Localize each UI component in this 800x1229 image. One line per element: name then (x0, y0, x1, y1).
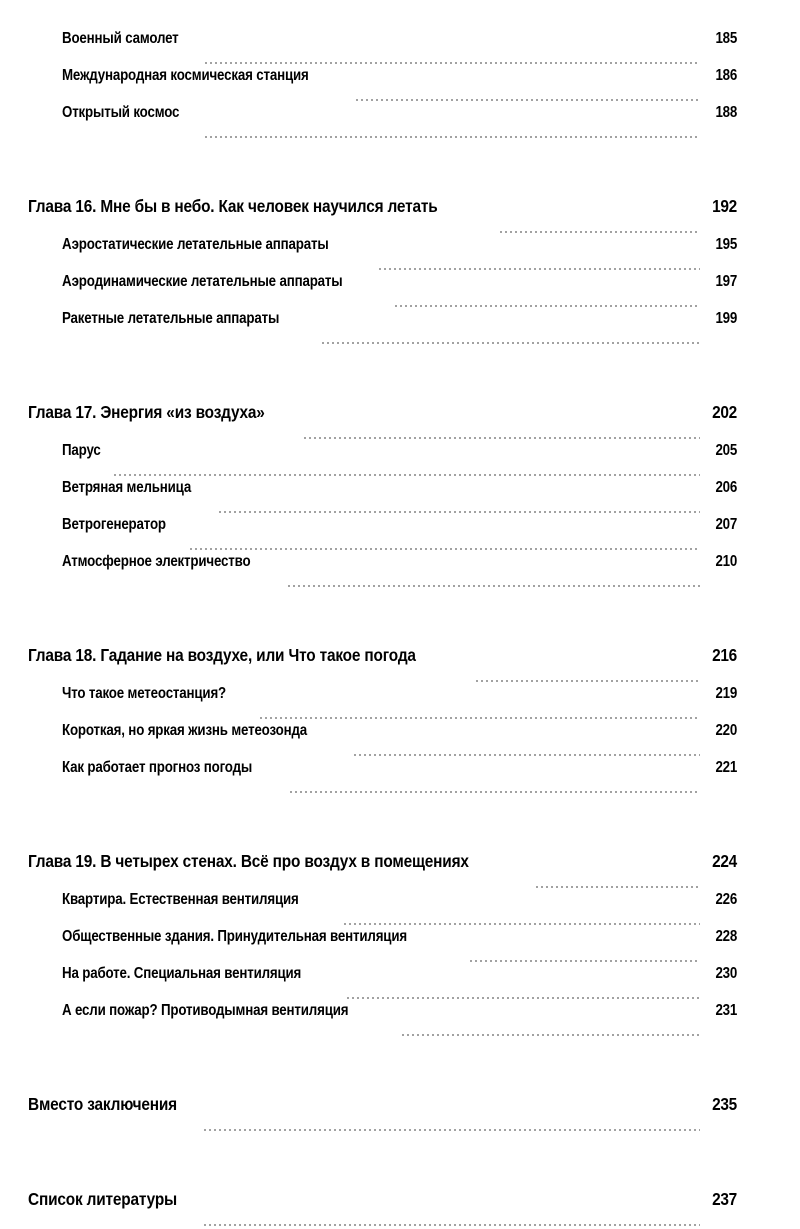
toc-entry-title: Глава 18. Гадание на воздухе, или Что такое погода (28, 645, 416, 665)
toc-section-entry[interactable] (0, 67, 800, 104)
toc-dot-leader (347, 986, 700, 1002)
toc-section-entry[interactable] (0, 273, 800, 310)
toc-entry-page-number: 207 (715, 516, 737, 533)
toc-section-entry[interactable] (0, 965, 800, 1002)
toc-block (0, 1094, 800, 1134)
toc-dot-leader (204, 1213, 700, 1229)
toc-dot-leader (204, 1118, 700, 1134)
toc-entry-title: Аэродинамические летательные аппараты (62, 273, 343, 290)
toc-entry-page-number: 202 (712, 402, 737, 422)
toc-entry-title: А если пожар? Противодымная вентиляция (62, 1002, 349, 1019)
toc-dot-leader (356, 88, 700, 104)
toc-chapter-entry[interactable] (0, 402, 800, 442)
toc-entry-page-number: 237 (712, 1189, 737, 1209)
toc-entry-title: Парус (62, 442, 101, 459)
toc-chapter-entry[interactable] (0, 196, 800, 236)
toc-dot-leader (344, 912, 700, 928)
toc-dot-leader (219, 500, 700, 516)
toc-dot-leader (290, 780, 700, 796)
toc-entry-page-number: 199 (715, 310, 737, 327)
toc-section-entry[interactable] (0, 685, 800, 722)
toc-entry-title: Глава 17. Энергия «из воздуха» (28, 402, 265, 422)
toc-section-entry[interactable] (0, 310, 800, 347)
toc-entry-page-number: 206 (715, 479, 737, 496)
toc-entry-page-number: 195 (715, 236, 737, 253)
toc-chapter-entry[interactable] (0, 1189, 800, 1229)
toc-entry-title: Атмосферное электричество (62, 553, 251, 570)
toc-entry-page-number: 220 (715, 722, 737, 739)
toc-entry-title: Вместо заключения (28, 1094, 177, 1114)
toc-dot-leader (288, 574, 700, 590)
toc-block (0, 851, 800, 1039)
toc-entry-title: Что такое метеостанция? (62, 685, 227, 702)
toc-block (0, 645, 800, 796)
toc-entry-page-number: 210 (715, 553, 737, 570)
toc-entry-page-number: 235 (712, 1094, 737, 1114)
toc-entry-title: На работе. Специальная вентиляция (62, 965, 302, 982)
toc-dot-leader (114, 463, 700, 479)
toc-entry-title: Короткая, но яркая жизнь метеозонда (62, 722, 307, 739)
toc-chapter-entry[interactable] (0, 1094, 800, 1134)
toc-entry-title: Ветрогенератор (62, 516, 166, 533)
toc-entry-title: Как работает прогноз погоды (62, 759, 253, 776)
toc-entry-title: Военный самолет (62, 30, 179, 47)
toc-section-entry[interactable] (0, 891, 800, 928)
toc-entry-title: Глава 16. Мне бы в небо. Как человек научился летать (28, 196, 438, 216)
toc-entry-page-number: 231 (715, 1002, 737, 1019)
toc-entry-page-number: 186 (715, 67, 737, 84)
toc-entry-title: Аэростатические летательные аппараты (62, 236, 329, 253)
toc-entry-page-number: 185 (715, 30, 737, 47)
toc-entry-page-number: 224 (712, 851, 737, 871)
toc-dot-leader (260, 706, 700, 722)
toc-entry-page-number: 219 (715, 685, 737, 702)
toc-entry-page-number: 205 (715, 442, 737, 459)
toc-dot-leader (379, 257, 700, 273)
toc-section-entry[interactable] (0, 1002, 800, 1039)
toc-block (0, 30, 800, 141)
toc-entry-page-number: 226 (715, 891, 737, 908)
toc-entry-title: Ракетные летательные аппараты (62, 310, 280, 327)
toc-chapter-entry[interactable] (0, 851, 800, 891)
toc-section-entry[interactable] (0, 553, 800, 590)
toc-block (0, 196, 800, 347)
toc-entry-title: Список литературы (28, 1189, 178, 1209)
toc-section-entry[interactable] (0, 516, 800, 553)
toc-entry-title: Международная космическая станция (62, 67, 309, 84)
toc-entry-page-number: 192 (712, 196, 737, 216)
toc-block (0, 402, 800, 590)
toc-section-entry[interactable] (0, 236, 800, 273)
toc-entry-title: Открытый космос (62, 104, 180, 121)
toc-dot-leader (476, 669, 700, 685)
table-of-contents (0, 30, 800, 1229)
toc-dot-leader (402, 1023, 700, 1039)
toc-dot-leader (354, 743, 700, 759)
toc-entry-page-number: 197 (715, 273, 737, 290)
toc-section-entry[interactable] (0, 722, 800, 759)
toc-dot-leader (500, 220, 700, 236)
toc-entry-page-number: 228 (715, 928, 737, 945)
toc-entry-title: Общественные здания. Принудительная вентиляция (62, 928, 407, 945)
toc-dot-leader (190, 537, 700, 553)
toc-section-entry[interactable] (0, 104, 800, 141)
toc-entry-title: Ветряная мельница (62, 479, 192, 496)
toc-section-entry[interactable] (0, 442, 800, 479)
toc-chapter-entry[interactable] (0, 645, 800, 685)
toc-dot-leader (395, 294, 700, 310)
toc-entry-page-number: 230 (715, 965, 737, 982)
toc-section-entry[interactable] (0, 479, 800, 516)
toc-entry-page-number: 188 (715, 104, 737, 121)
toc-entry-page-number: 221 (715, 759, 737, 776)
toc-dot-leader (536, 875, 700, 891)
toc-entry-page-number: 216 (712, 645, 737, 665)
toc-dot-leader (205, 125, 700, 141)
toc-section-entry[interactable] (0, 928, 800, 965)
toc-dot-leader (304, 426, 700, 442)
toc-section-entry[interactable] (0, 759, 800, 796)
toc-section-entry[interactable] (0, 30, 800, 67)
toc-block (0, 1189, 800, 1229)
toc-entry-title: Квартира. Естественная вентиляция (62, 891, 299, 908)
toc-dot-leader (470, 949, 700, 965)
toc-entry-title: Глава 19. В четырех стенах. Всё про воздух в помещениях (28, 851, 469, 871)
toc-dot-leader (205, 51, 700, 67)
toc-dot-leader (322, 331, 700, 347)
